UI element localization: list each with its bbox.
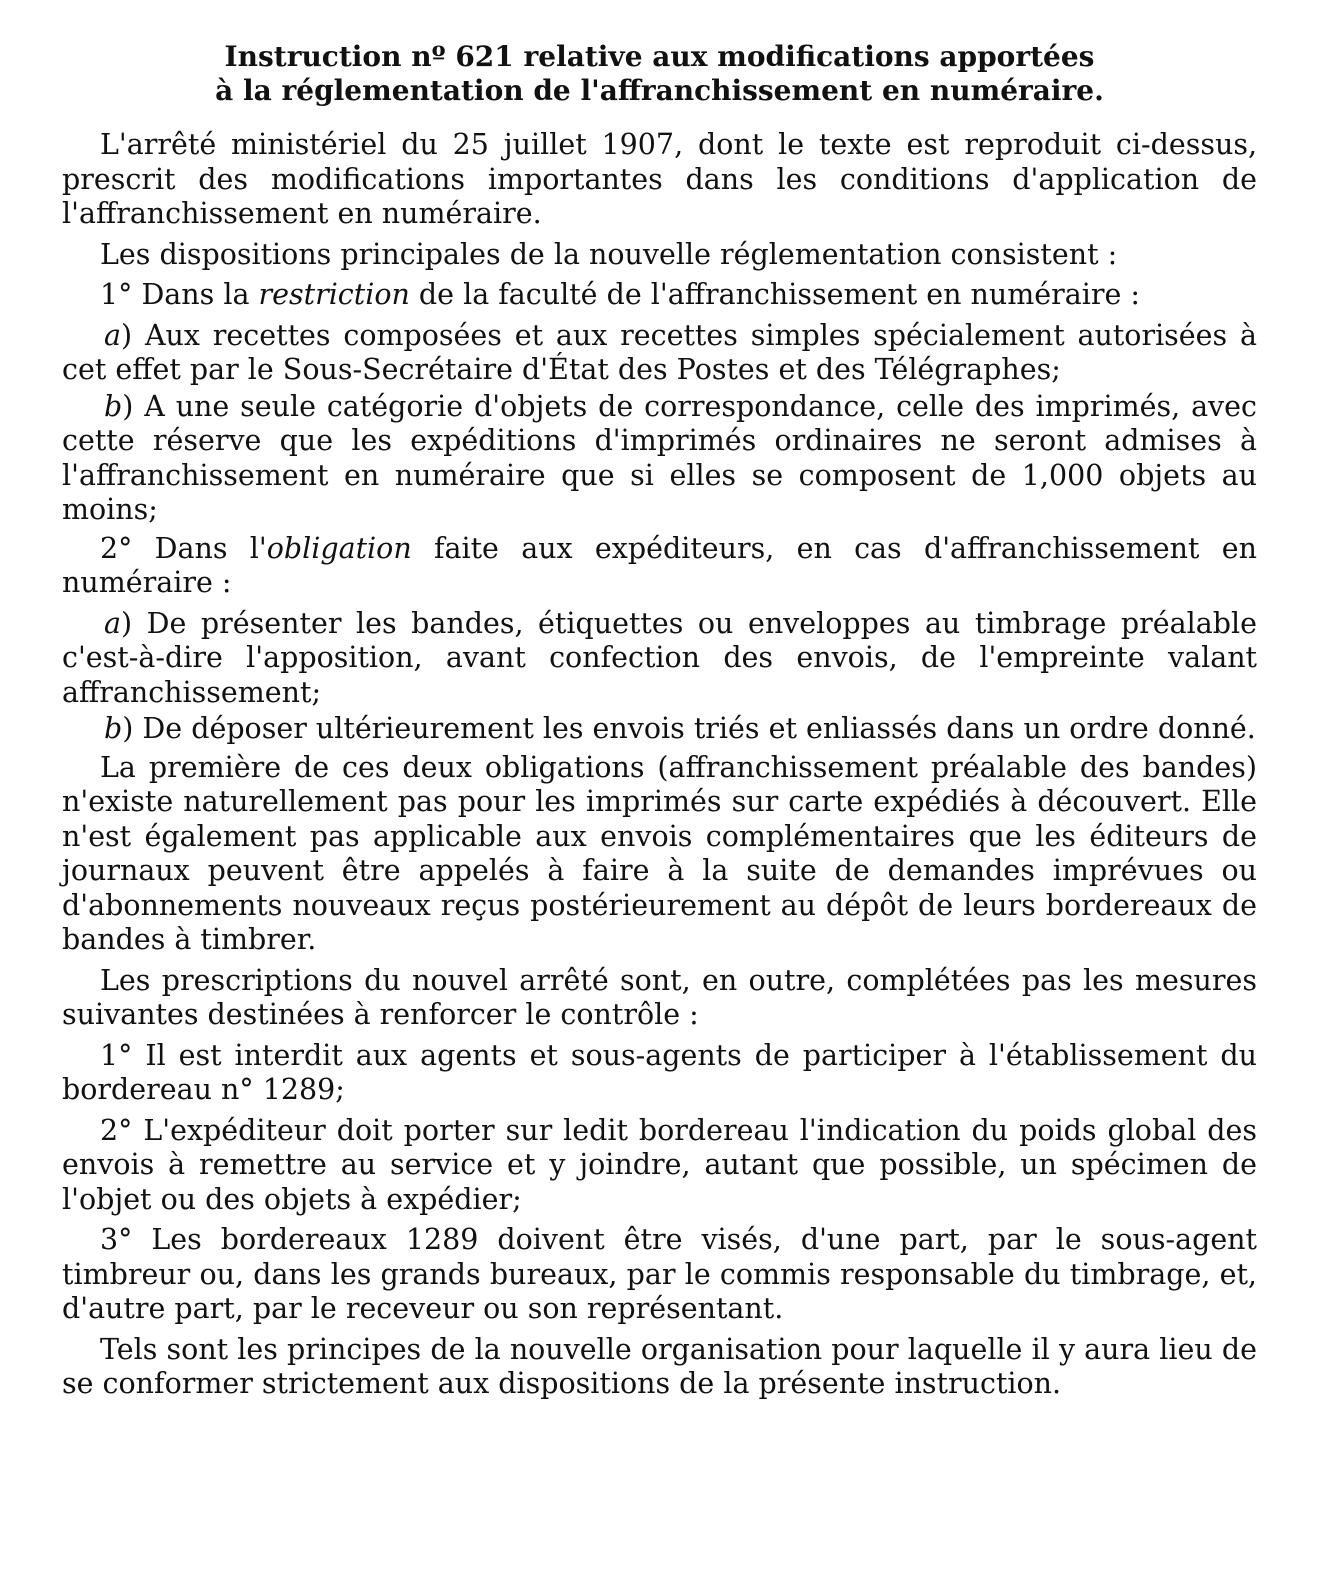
title-line-2: à la réglementation de l'affranchissement en numéraire.	[215, 74, 1104, 107]
emphasis-text: restriction	[258, 278, 410, 311]
item-letter: a	[104, 318, 121, 352]
paragraph-prescriptions: Les prescriptions du nouvel arrêté sont, en outre, complétées pas les mesures suivantes destinées à renforcer le contrôle :	[62, 963, 1257, 1031]
text-segment: ) De présenter les bandes, étiquettes ou enveloppes au timbrage préalable c'est-à-dire l'apposition, avant confection des envois, de l'empreinte valant affranchissement;	[62, 606, 1257, 709]
paragraph-measure-2: 2° L'expéditeur doit porter sur ledit bordereau l'indication du poids global des envois à remettre au service et y joindre, autant que possible, un spécimen de l'objet ou des objets à expédier;	[62, 1113, 1257, 1216]
title-line-1: Instruction nº 621 relative aux modifications apportées	[224, 40, 1095, 73]
emphasis-text: obligation	[266, 531, 412, 565]
paragraph-restriction	[62, 278, 1257, 313]
document-title	[62, 40, 1257, 108]
text-segment: faite aux expéditeurs, en cas d'affranchissement en numéraire :	[62, 531, 1257, 599]
item-letter: b	[104, 712, 123, 745]
text-segment: 1° Dans la	[100, 278, 259, 311]
paragraph-obligation	[62, 532, 1257, 601]
paragraph-dispositions: Les dispositions principales de la nouvelle réglementation consistent :	[100, 237, 1118, 271]
paragraph-restriction-a	[62, 319, 1257, 388]
paragraph-measure-1: 1° Il est interdit aux agents et sous-agents de participer à l'établissement du bordereau n° 1289;	[62, 1038, 1257, 1106]
text-segment: ) A une seule catégorie d'objets de correspondance, celle des imprimés, avec cette réserve que les expéditions d'imprimés ordinaires ne seront admises à l'affranchissement en numéraire que si elles se composent de 1,000 objets au moins;	[62, 389, 1257, 526]
paragraph-restriction-b	[62, 390, 1257, 528]
paragraph-first-obligation: La première de ces deux obligations (affranchissement préalable des bandes) n'existe naturellement pas pour les imprimés sur carte expédiés à découvert. Elle n'est également pas applicable aux envois complémentaires que les éditeurs de journaux peuvent être appelés à faire à la suite de demandes imprévues ou d'abonnements nouveaux reçus postérieurement au dépôt de leurs bordereaux de bandes à timbrer.	[62, 750, 1257, 956]
paragraph-intro: L'arrêté ministériel du 25 juillet 1907, dont le texte est reproduit ci-dessus, prescrit des modifications importantes dans les conditions d'application de l'affranchissement en numéraire.	[62, 128, 1257, 230]
item-letter: a	[104, 606, 121, 640]
text-segment: 2° Dans l'	[100, 531, 267, 565]
document-page	[62, 40, 1257, 1408]
text-segment: ) Aux recettes composées et aux recettes simples spécialement autorisées à cet effet par le Sous-Secrétaire d'État des Postes et des Télégraphes;	[62, 318, 1257, 386]
text-segment: de la faculté de l'affranchissement en numéraire :	[409, 278, 1141, 311]
item-letter: b	[104, 389, 123, 423]
paragraph-measure-3: 3° Les bordereaux 1289 doivent être visés, d'une part, par le sous-agent timbreur ou, dans les grands bureaux, par le commis responsable du timbrage, et, d'autre part, par le receveur ou son représentant.	[62, 1223, 1257, 1325]
document-body	[62, 128, 1257, 1402]
paragraph-obligation-a	[62, 607, 1257, 711]
paragraph-obligation-b	[62, 712, 1257, 747]
text-segment: ) De déposer ultérieurement les envois triés et enliassés dans un ordre donné.	[122, 712, 1256, 745]
paragraph-conclusion: Tels sont les principes de la nouvelle organisation pour laquelle il y aura lieu de se conformer strictement aux dispositions de la présente instruction.	[62, 1332, 1257, 1400]
